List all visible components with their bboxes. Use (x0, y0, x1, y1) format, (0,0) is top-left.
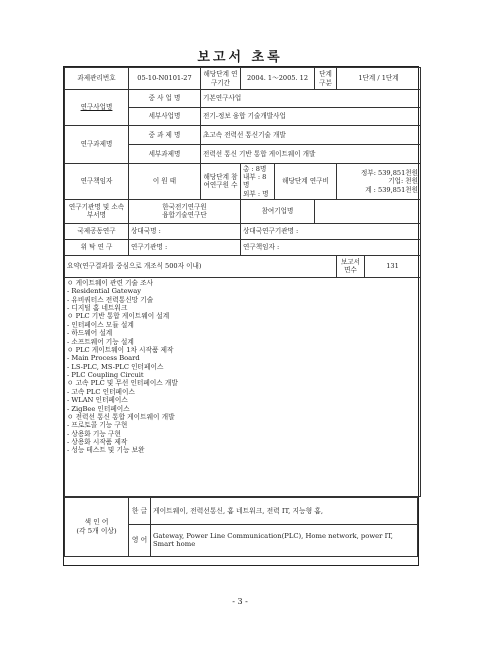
summary-line: - 고속 PLC 인터페이스 (67, 387, 135, 396)
summary-line: - ZigBee 인터페이스 (67, 404, 130, 413)
sub-task: 전력선 통신 기반 통합 게이트웨이 개발 (201, 145, 421, 164)
cost-gov: 정부: 539,851천원 (360, 169, 419, 178)
summary-line: - 소프트웨어 기능 설계 (67, 337, 134, 346)
cost-values (337, 164, 421, 200)
consign-pi: 연구책임자 : (241, 239, 421, 255)
keywords-table (64, 497, 418, 557)
period: 2004. 1～2005. 12 (241, 68, 315, 90)
main-task-label: 중 과 제 명 (129, 126, 201, 145)
intl-org: 상대국연구기관명 : (241, 223, 421, 239)
main-project: 기본연구사업 (201, 90, 421, 108)
pi-label: 연구책임자 (65, 164, 129, 200)
stage: 1단계 / 1단계 (337, 68, 421, 90)
report-title: 보고서 초록 (197, 50, 283, 65)
summary-line: ㅇ 전력선 통신 통합 게이트웨이 개발 (67, 412, 175, 421)
english-label: 영 어 (129, 524, 151, 556)
consign-org: 연구기관명 : (129, 239, 241, 255)
summary-line: - PLC Coupling Circuit (67, 371, 144, 380)
org-value (129, 199, 241, 223)
cost-total: 계 : 539,851천원 (365, 185, 419, 194)
intl-partner: 상대국명 : (129, 223, 241, 239)
korean-label: 한 글 (129, 497, 151, 524)
summary-line: - 유비쿼터스 전력통신망 기술 (67, 295, 154, 304)
org-label: 연구기관명 및 소속부서명 (65, 199, 129, 223)
cost-company: 기업: 천원 (388, 177, 419, 186)
org-name: 한국전기연구원 (162, 203, 207, 212)
researchers-internal: 내부 : 8명 (243, 173, 267, 190)
sub-project-label: 세부사업명 (129, 108, 201, 126)
researchers-label: 해당단계 참여연구원 수 (201, 164, 241, 200)
summary-label: 요약(연구결과를 중심으로 개조식 500자 이내) (65, 255, 337, 277)
main-task: 초고속 전력선 통신기술 개발 (201, 126, 421, 145)
summary-line: - 하드웨어 설계 (67, 329, 113, 338)
page-number: - 3 - (232, 597, 248, 606)
summary-line: - Residential Gateway (67, 287, 142, 296)
summary-body (65, 277, 421, 496)
summary-line: - 성능 테스트 및 기능 보완 (67, 446, 145, 455)
pages-label: 보고서 면수 (337, 255, 365, 277)
keywords-label-cell (65, 497, 129, 556)
summary-line: ㅇ PLC 기반 통합 게이트웨이 설계 (67, 312, 170, 321)
participant-label: 참여기업명 (241, 199, 315, 223)
sub-task-label: 세부과제명 (129, 145, 201, 164)
summary-line: - 인터페이스 모듈 설계 (67, 320, 134, 329)
summary-line: ㅇ 게이트웨이 관련 기술 조사 (67, 278, 154, 287)
project-label: 연구사업명 (65, 90, 129, 126)
mgmt-no: 05-10-N0101-27 (129, 68, 201, 90)
sub-project: 전기-정보 융합 기술개발사업 (201, 108, 421, 126)
keywords-label: 색 인 어 (84, 518, 109, 527)
researchers-count (241, 164, 275, 200)
cost-label: 해당단계 연구비 (275, 164, 337, 200)
summary-line: ㅇ 고속 PLC 및 무선 인터페이스 개발 (67, 379, 178, 388)
researchers-external: 외부 : 명 (243, 189, 269, 198)
header-table (64, 67, 421, 497)
summary-line: ㅇ PLC 게이트웨이 1차 시작품 제작 (67, 345, 174, 354)
participant (315, 199, 421, 223)
researchers-total: 총 : 8명 (243, 165, 267, 173)
report-abstract-table (63, 66, 419, 566)
korean-keywords: 게이트웨이, 전력선통신, 홈 네트워크, 전력 IT, 지능형 홈, (151, 497, 418, 524)
summary-line: - WLAN 인터페이스 (67, 396, 128, 405)
mgmt-no-label: 과제관리번호 (65, 68, 129, 90)
org-dept: 융합기술연구단 (162, 211, 207, 220)
period-label: 해당단계 연구기간 (201, 68, 241, 90)
main-project-label: 중 사 업 명 (129, 90, 201, 108)
summary-line: - 상용화 기능 구현 (67, 429, 121, 438)
pi-name: 이 원 태 (129, 164, 201, 200)
summary-line: - Main Process Board (67, 354, 140, 363)
summary-line: - 디지털 홈 네트워크 (67, 304, 128, 313)
keywords-label-note: (각 5개 이상) (76, 526, 117, 535)
consign-label: 위 탁 연 구 (65, 239, 129, 255)
task-label: 연구과제명 (65, 126, 129, 164)
summary-line: - LS-PLC, MS-PLC 인터페이스 (67, 362, 164, 371)
intl-label: 국제공동연구 (65, 223, 129, 239)
stage-label: 단계 구분 (315, 68, 337, 90)
summary-line: - 프로토콜 기능 구현 (67, 421, 128, 430)
pages: 131 (365, 255, 421, 277)
summary-line: - 상용화 시작품 제작 (67, 438, 128, 447)
english-keywords: Gateway, Power Line Communication(PLC), Home network, power IT, Smart home (151, 524, 418, 556)
